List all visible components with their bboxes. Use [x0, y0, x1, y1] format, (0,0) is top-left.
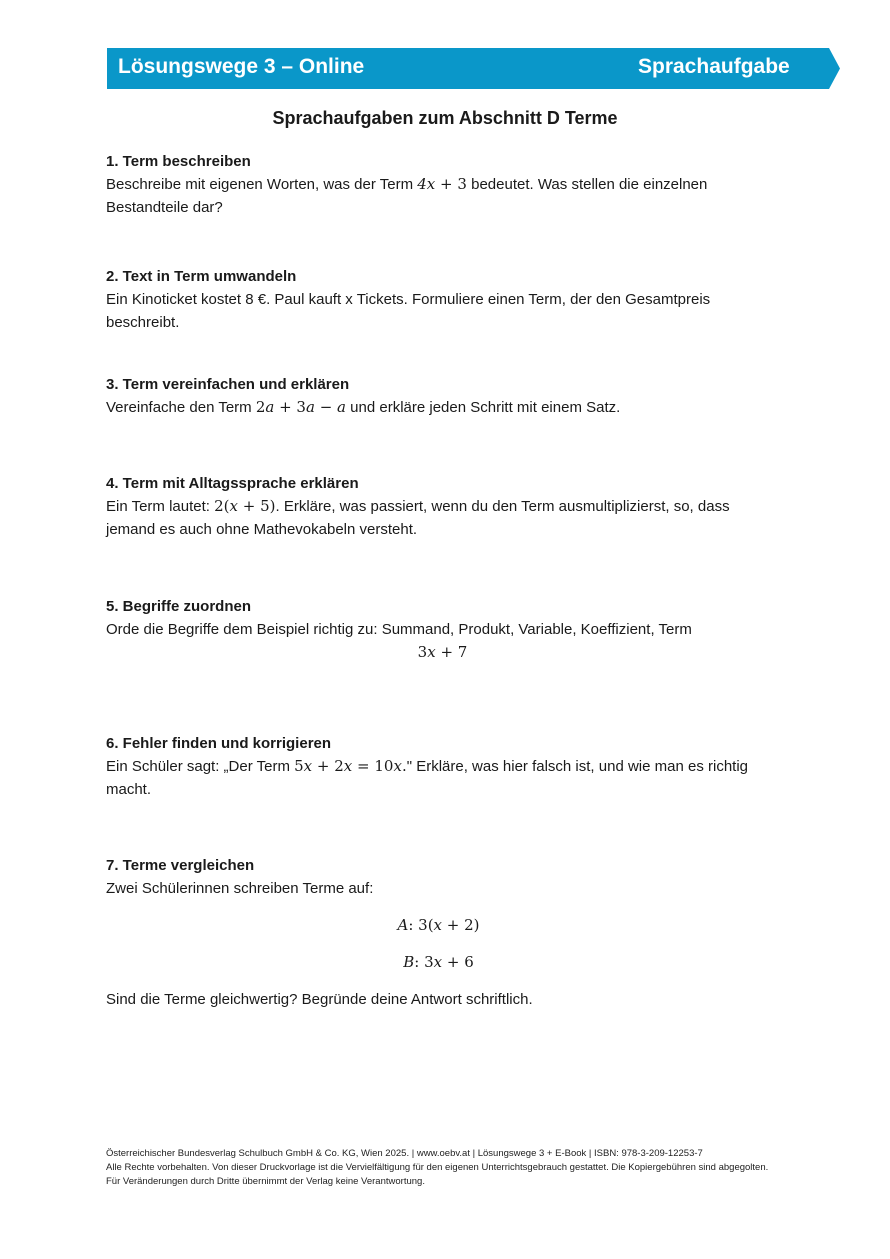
task-2	[106, 265, 771, 334]
task-heading: 3. Term vereinfachen und erklären	[106, 376, 350, 393]
task-3	[106, 373, 771, 419]
task-question: Sind die Terme gleichwertig? Begründe deine Antwort schriftlich.	[106, 991, 533, 1008]
term-b: B: 3x + 6	[403, 953, 474, 971]
task-text: Orde die Begriffe dem Beispiel richtig zu: Summand, Produkt, Variable, Koeffizient, Term	[106, 621, 692, 638]
task-text: Ein Kinoticket kostet 8 €. Paul kauft x Tickets. Formuliere einen Term, der den Gesamtpreis beschreibt.	[106, 291, 711, 331]
task-7	[106, 854, 771, 1011]
page-title: Sprachaufgaben zum Abschnitt D Terme	[272, 108, 618, 128]
task-4	[106, 472, 771, 541]
footer-line: Für Veränderungen durch Dritte übernimmt der Verlag keine Verantwortung.	[106, 1176, 425, 1187]
task-heading: 1. Term beschreiben	[106, 153, 251, 170]
header-banner	[107, 48, 840, 89]
task-text: Vereinfache den Term 2a + 3a − a und erkläre jeden Schritt mit einem Satz.	[106, 398, 621, 416]
term-a: A: 3(x + 2)	[397, 916, 480, 934]
task-text: Zwei Schülerinnen schreiben Terme auf:	[106, 880, 374, 897]
footer-line: Alle Rechte vorbehalten. Von dieser Druckvorlage ist die Vervielfältigung für den eigenen Unterrichtsgebrauch gestattet. Die Kopiergebühren sind abgegolten.	[106, 1162, 769, 1173]
task-heading: 4. Term mit Alltagssprache erklären	[106, 475, 359, 492]
task-heading: 2. Text in Term umwandeln	[106, 268, 297, 285]
task-5	[106, 595, 771, 664]
footer	[106, 1147, 826, 1189]
math-expression: 4x + 3	[417, 175, 467, 193]
task-text: Ein Term lautet: 2(x + 5). Erkläre, was passiert, wenn du den Term ausmultiplizierst, so, dass jemand es auch ohne Mathevokabeln versteht.	[106, 497, 730, 538]
math-expression: 2a + 3a − a	[255, 398, 346, 416]
series-title: Lösungswege 3 – Online	[118, 55, 365, 78]
worksheet-type: Sprachaufgabe	[638, 55, 790, 78]
task-text: Beschreibe mit eigenen Worten, was der Term 4x + 3 bedeutet. Was stellen die einzelnen Bestandteile dar?	[106, 175, 708, 216]
math-expression: 5x + 2x = 10x.	[294, 757, 407, 775]
example-term: 3x + 7	[417, 643, 468, 661]
task-1	[106, 150, 771, 219]
task-heading: 7. Terme vergleichen	[106, 857, 255, 874]
task-heading: 6. Fehler finden und korrigieren	[106, 735, 332, 752]
task-6	[106, 732, 771, 801]
footer-line: Österreichischer Bundesverlag Schulbuch GmbH & Co. KG, Wien 2025. | www.oebv.at | Lösungswege 3 + E-Book | ISBN: 978-3-209-12253-7	[106, 1148, 703, 1159]
task-heading: 5. Begriffe zuordnen	[106, 598, 252, 615]
task-text: Ein Schüler sagt: „Der Term 5x + 2x = 10x." Erkläre, was hier falsch ist, und wie man es richtig macht.	[106, 757, 749, 798]
math-expression: 2(x + 5)	[214, 497, 276, 515]
